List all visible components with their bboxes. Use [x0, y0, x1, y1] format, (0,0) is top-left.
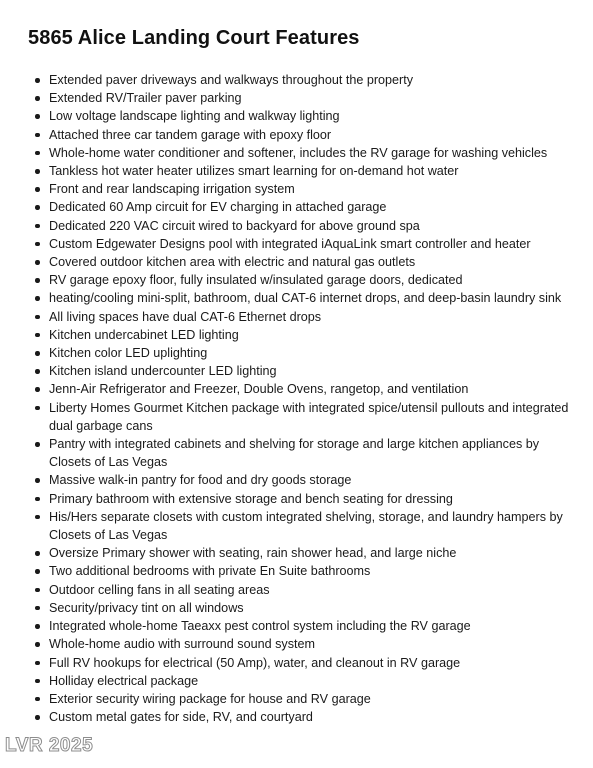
feature-list-item: RV garage epoxy floor, fully insulated w/insulated garage doors, dedicated: [0, 271, 593, 289]
feature-list-item: Dedicated 60 Amp circuit for EV charging in attached garage: [0, 198, 593, 216]
watermark: LVR 2025: [5, 735, 94, 756]
feature-list-item: Front and rear landscaping irrigation system: [0, 180, 593, 198]
feature-list-item: Kitchen undercabinet LED lighting: [0, 326, 593, 344]
feature-list-item: Kitchen island undercounter LED lighting: [0, 362, 593, 380]
feature-list-item: Covered outdoor kitchen area with electric and natural gas outlets: [0, 253, 593, 271]
feature-list-item: His/Hers separate closets with custom integrated shelving, storage, and laundry hampers by Closets of Las Vegas: [0, 508, 593, 544]
feature-list-item: Low voltage landscape lighting and walkway lighting: [0, 107, 593, 125]
feature-list-item: Whole-home water conditioner and softener, includes the RV garage for washing vehicles: [0, 144, 593, 162]
feature-list-item: Custom metal gates for side, RV, and courtyard: [0, 708, 593, 726]
feature-list-item: Primary bathroom with extensive storage and bench seating for dressing: [0, 490, 593, 508]
feature-list-item: Tankless hot water heater utilizes smart learning for on-demand hot water: [0, 162, 593, 180]
feature-list-item: Security/privacy tint on all windows: [0, 599, 593, 617]
feature-list-item: Attached three car tandem garage with epoxy floor: [0, 126, 593, 144]
page-title: 5865 Alice Landing Court Features: [28, 27, 360, 49]
feature-list-item: Pantry with integrated cabinets and shelving for storage and large kitchen appliances by Closets of Las Vegas: [0, 435, 593, 471]
features-list: [0, 71, 593, 726]
feature-list-item: Outdoor celling fans in all seating areas: [0, 581, 593, 599]
feature-list-item: Holliday electrical package: [0, 672, 593, 690]
feature-list-item: Extended RV/Trailer paver parking: [0, 89, 593, 107]
feature-list-item: Extended paver driveways and walkways throughout the property: [0, 71, 593, 89]
feature-list-item: Exterior security wiring package for house and RV garage: [0, 690, 593, 708]
feature-list-item: Whole-home audio with surround sound system: [0, 635, 593, 653]
feature-list-item: Kitchen color LED uplighting: [0, 344, 593, 362]
feature-list-item: Two additional bedrooms with private En Suite bathrooms: [0, 562, 593, 580]
feature-list-item: Massive walk-in pantry for food and dry goods storage: [0, 471, 593, 489]
feature-list-item: Full RV hookups for electrical (50 Amp), water, and cleanout in RV garage: [0, 654, 593, 672]
feature-list-item: Oversize Primary shower with seating, rain shower head, and large niche: [0, 544, 593, 562]
feature-list-item: All living spaces have dual CAT-6 Ethernet drops: [0, 308, 593, 326]
feature-list-item: Integrated whole-home Taeaxx pest control system including the RV garage: [0, 617, 593, 635]
feature-list-item: Custom Edgewater Designs pool with integrated iAquaLink smart controller and heater: [0, 235, 593, 253]
feature-list-item: heating/cooling mini-split, bathroom, dual CAT-6 internet drops, and deep-basin laundry sink: [0, 289, 593, 307]
feature-list-item: Dedicated 220 VAC circuit wired to backyard for above ground spa: [0, 217, 593, 235]
feature-list-item: Liberty Homes Gourmet Kitchen package with integrated spice/utensil pullouts and integrated dual garbage cans: [0, 399, 593, 435]
feature-list-item: Jenn-Air Refrigerator and Freezer, Double Ovens, rangetop, and ventilation: [0, 380, 593, 398]
